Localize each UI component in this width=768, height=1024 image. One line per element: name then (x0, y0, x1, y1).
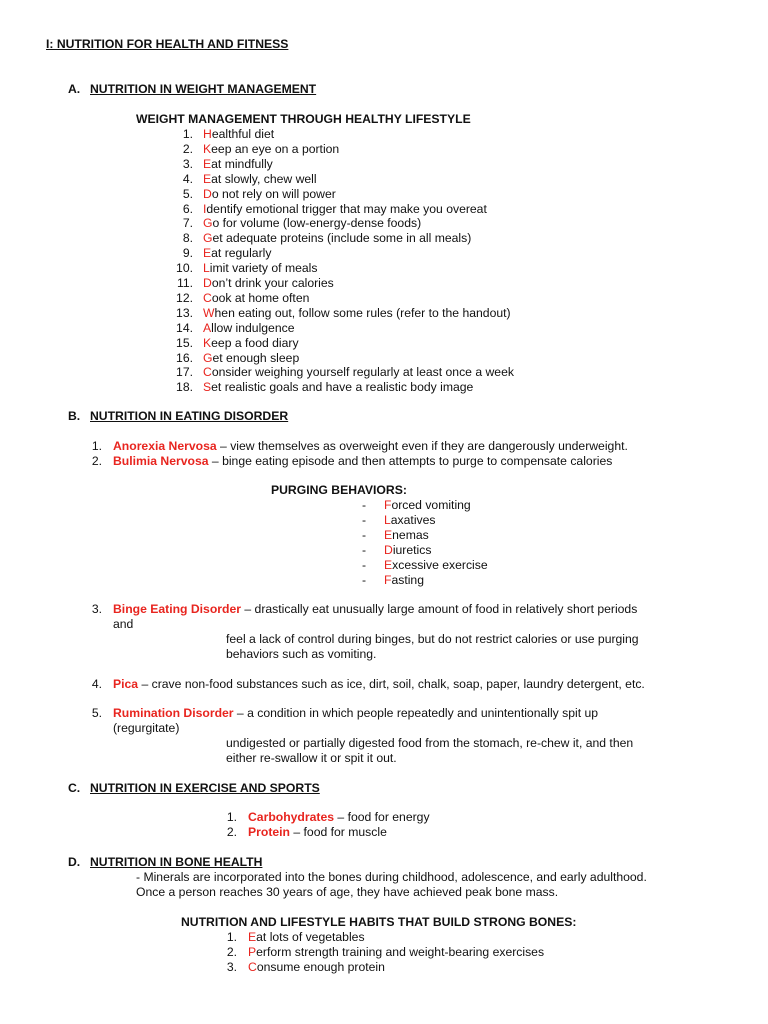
list-item (203, 202, 487, 217)
item-text: orced vomiting (391, 498, 471, 512)
section-c-letter: C. (68, 781, 81, 795)
list-number: 9. (182, 246, 193, 261)
list-number: 16. (176, 350, 193, 365)
list-item (203, 306, 511, 321)
list-item (248, 945, 544, 960)
list-number: 14. (176, 320, 193, 335)
item-text: dentify emotional trigger that may make you overeat (206, 201, 487, 216)
disorder-description: – view themselves as overweight even if they are dangerously underweight. (216, 439, 628, 453)
list-dash: - (362, 512, 367, 527)
initial-letter: C (203, 290, 212, 305)
initial-letter: E (203, 156, 212, 171)
list-number: 8. (182, 231, 193, 246)
list-dash: - (362, 557, 367, 572)
item-text: onsider weighing yourself regularly at least once a week (211, 365, 514, 380)
list-dash: - (362, 572, 367, 587)
list-number: 3. (91, 602, 102, 616)
paragraph-line: - Minerals are incorporated into the bones during childhood, adolescence, and early adulthood. (136, 870, 647, 884)
list-item (203, 365, 514, 380)
item-text: hen eating out, follow some rules (refer to the handout) (214, 305, 511, 320)
list-number: 3. (226, 959, 237, 974)
section-a-letter: A. (68, 82, 81, 96)
list-number: 1. (182, 127, 193, 141)
nutrient-term: Carbohydrates (248, 810, 335, 824)
item-text: eep an eye on a portion (211, 141, 340, 156)
initial-letter: E (248, 930, 257, 944)
initial-letter: S (203, 380, 212, 395)
list-item (384, 498, 471, 513)
initial-letter: E (384, 527, 393, 542)
list-number: 18. (176, 380, 193, 395)
paragraph-line: behaviors such as vomiting. (226, 647, 377, 661)
item-text: et realistic goals and have a realistic body image (211, 380, 474, 395)
list-item (113, 439, 628, 454)
list-dash: - (362, 527, 367, 542)
paragraph-line: Once a person reaches 30 years of age, they have achieved peak bone mass. (136, 885, 559, 899)
initial-letter: D (203, 186, 212, 201)
item-text: imit variety of meals (209, 261, 318, 276)
initial-letter: F (384, 572, 392, 587)
initial-letter: G (203, 350, 213, 365)
nutrient-description: – food for muscle (289, 825, 387, 839)
list-item (248, 825, 387, 840)
disorder-term: Rumination Disorder (113, 706, 234, 720)
initial-letter: D (203, 276, 212, 290)
initial-letter: E (203, 171, 212, 186)
list-item (113, 706, 598, 721)
list-item (203, 321, 294, 336)
initial-letter: W (203, 305, 215, 320)
list-number: 10. (176, 261, 193, 276)
section-b-letter: B. (68, 409, 81, 423)
disorder-description: – drastically eat unusually large amount of food in relatively short periods (241, 602, 638, 616)
list-item (203, 142, 339, 157)
list-item (203, 291, 309, 306)
disorder-term: Bulimia Nervosa (113, 454, 209, 468)
list-number: 7. (182, 216, 193, 231)
item-text: o for volume (low-energy-dense foods) (212, 216, 422, 231)
list-number: 2. (91, 454, 102, 468)
initial-letter: L (384, 512, 391, 527)
initial-letter: C (248, 959, 257, 974)
item-text: ook at home often (211, 290, 310, 305)
item-text: onsume enough protein (256, 959, 385, 974)
section-d-letter: D. (68, 855, 81, 869)
list-number: 11. (176, 276, 193, 290)
initial-letter: A (203, 320, 212, 335)
section-a-heading: NUTRITION IN WEIGHT MANAGEMENT (90, 82, 317, 96)
disorder-description: – binge eating episode and then attempts to purge to compensate calories (208, 454, 613, 468)
list-number: 2. (182, 141, 193, 156)
item-text: axatives (390, 512, 436, 527)
list-item (203, 216, 421, 231)
paragraph-line: undigested or partially digested food from the stomach, re-chew it, and then (226, 736, 634, 750)
paragraph-line: and (113, 617, 134, 631)
initial-letter: K (203, 141, 212, 156)
list-number: 1. (91, 439, 102, 453)
initial-letter: G (203, 216, 213, 231)
list-number: 1. (226, 810, 237, 824)
list-number: 12. (176, 290, 193, 305)
item-text: at mindfully (211, 156, 273, 171)
initial-letter: F (384, 498, 392, 512)
list-number: 1. (226, 930, 237, 944)
list-number: 2. (226, 825, 237, 839)
item-text: at lots of vegetables (256, 930, 365, 944)
list-item (384, 573, 424, 588)
item-text: asting (391, 572, 424, 587)
item-text: et adequate proteins (include some in all meals) (212, 231, 472, 246)
item-text: eep a food diary (211, 335, 299, 350)
initial-letter: G (203, 231, 213, 246)
list-item (203, 127, 274, 142)
list-number: 6. (182, 201, 193, 216)
list-item (203, 336, 299, 351)
list-item (203, 246, 271, 261)
list-item (113, 677, 645, 692)
list-number: 13. (176, 305, 193, 320)
list-item (203, 231, 471, 246)
list-item (203, 380, 473, 395)
initial-letter: E (384, 557, 393, 572)
section-a-subheading: WEIGHT MANAGEMENT THROUGH HEALTHY LIFESTYLE (136, 112, 471, 126)
list-dash: - (362, 498, 367, 512)
disorder-description: – a condition in which people repeatedly and unintentionally spit up (233, 706, 599, 720)
disorder-term: Pica (113, 677, 139, 691)
item-text: on’t drink your calories (211, 276, 334, 290)
list-item (384, 558, 488, 573)
initial-letter: P (248, 944, 257, 959)
page-title: I: NUTRITION FOR HEALTH AND FITNESS (46, 37, 289, 51)
list-number: 3. (182, 156, 193, 171)
nutrient-description: – food for energy (334, 810, 430, 824)
section-d-heading: NUTRITION IN BONE HEALTH (90, 855, 263, 869)
item-text: nemas (392, 527, 429, 542)
list-item (203, 172, 317, 187)
item-text: erform strength training and weight-bearing exercises (256, 944, 545, 959)
item-text: ealthful diet (211, 127, 275, 141)
initial-letter: D (384, 542, 393, 557)
item-text: at regularly (211, 246, 272, 261)
list-item (248, 960, 385, 975)
list-number: 2. (226, 944, 237, 959)
paragraph-line: feel a lack of control during binges, but do not restrict calories or use purging (226, 632, 639, 646)
section-c-heading: NUTRITION IN EXERCISE AND SPORTS (90, 781, 320, 795)
list-number: 5. (182, 186, 193, 201)
section-d-subheading: NUTRITION AND LIFESTYLE HABITS THAT BUILD STRONG BONES: (181, 915, 577, 929)
list-item (203, 187, 336, 202)
list-item (113, 454, 612, 469)
initial-letter: C (203, 365, 212, 380)
initial-letter: I (203, 201, 207, 216)
item-text: llow indulgence (211, 320, 295, 335)
list-number: 15. (176, 335, 193, 350)
initial-letter: K (203, 335, 212, 350)
list-item (248, 930, 365, 945)
paragraph-line: (regurgitate) (113, 721, 180, 735)
list-item (203, 351, 299, 366)
list-item (384, 528, 429, 543)
initial-letter: L (203, 261, 210, 276)
disorder-term: Anorexia Nervosa (113, 439, 217, 453)
list-number: 17. (176, 365, 193, 380)
list-item (384, 513, 436, 528)
initial-letter: H (203, 127, 212, 141)
section-b-heading: NUTRITION IN EATING DISORDER (90, 409, 289, 423)
list-item (248, 810, 430, 825)
list-dash: - (362, 542, 367, 557)
item-text: iuretics (392, 542, 432, 557)
disorder-description: – crave non-food substances such as ice, dirt, soil, chalk, soap, paper, laundry detergent, etc. (138, 677, 645, 691)
list-item (113, 602, 637, 617)
disorder-term: Binge Eating Disorder (113, 602, 241, 616)
item-text: at slowly, chew well (211, 171, 317, 186)
list-item (203, 261, 317, 276)
purging-heading: PURGING BEHAVIORS: (271, 483, 407, 497)
list-item (203, 157, 273, 172)
paragraph-line: either re-swallow it or spit it out. (226, 751, 397, 765)
list-item (203, 276, 334, 291)
list-number: 4. (91, 677, 102, 691)
list-item (384, 543, 431, 558)
nutrient-term: Protein (248, 825, 290, 839)
item-text: et enough sleep (212, 350, 300, 365)
item-text: xcessive exercise (392, 557, 488, 572)
initial-letter: E (203, 246, 212, 261)
list-number: 4. (182, 171, 193, 186)
list-number: 5. (91, 706, 102, 720)
item-text: o not rely on will power (211, 186, 336, 201)
